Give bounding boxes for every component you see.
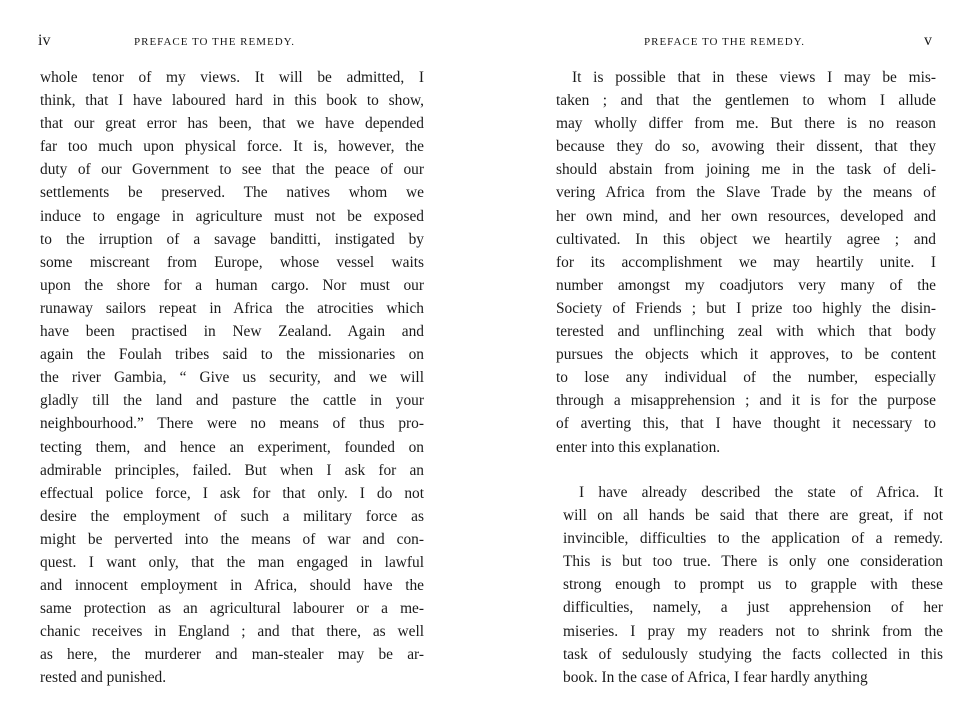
right-running-head: PREFACE TO THE REMEDY.: [644, 36, 805, 48]
text-line: as here, the murderer and man-stealer may be ar-: [40, 646, 424, 664]
text-line: gladly till the land and pasture the cattle in your: [40, 392, 424, 410]
right-page-paragraph-2: [563, 481, 943, 689]
text-line: desire the employment of such a military force as: [40, 507, 424, 525]
right-page-header: [550, 32, 950, 52]
text-line: because they do so, avowing their dissent, that they: [556, 138, 936, 156]
text-line: will on all hands be said that there are great, if not: [563, 507, 943, 525]
text-line: tecting them, and hence an experiment, founded on: [40, 438, 424, 456]
text-line: difficulties, namely, a just apprehension of her: [563, 599, 943, 617]
text-line: taken ; and that the gentlemen to whom I allude: [556, 92, 936, 110]
text-line: vering Africa from the Slave Trade by the means of: [556, 184, 936, 202]
text-line: might be perverted into the means of war and con-: [40, 530, 424, 548]
text-line: task of sedulously studying the facts collected in this: [563, 645, 943, 663]
text-line: to the irruption of a savage banditti, instigated by: [40, 230, 424, 248]
text-line: admirable principles, failed. But when I ask for an: [40, 461, 424, 479]
text-line: the river Gambia, “ Give us security, and we will: [40, 369, 424, 387]
left-running-head: PREFACE TO THE REMEDY.: [134, 36, 295, 48]
text-line: again the Foulah tribes said to the missionaries on: [40, 346, 424, 364]
text-line: that our great error has been, that we have depended: [40, 115, 424, 133]
text-line: pursues the objects which it approves, to be content: [556, 346, 936, 364]
text-line: miseries. I pray my readers not to shrink from the: [563, 622, 943, 640]
text-line: of averting this, that I have thought it necessary to: [556, 415, 936, 433]
text-line: far too much upon physical force. It is, however, the: [40, 138, 424, 156]
text-line: cultivated. In this object we heartily agree ; and: [556, 230, 936, 248]
text-line: same protection as an agricultural labourer or a me-: [40, 600, 424, 618]
text-line: neighbourhood.” There were no means of thus pro-: [40, 415, 424, 433]
text-line: rested and punished.: [40, 669, 167, 687]
text-line: strong enough to prompt us to grapple with these: [563, 576, 943, 594]
left-page-header: [38, 32, 438, 52]
text-line: for its accomplishment we may heartily unite. I: [556, 253, 936, 271]
text-line: whole tenor of my views. It will be admitted, I: [40, 69, 424, 86]
right-page-paragraph-1: [556, 66, 936, 459]
text-line: Society of Friends ; but I prize too highly the disin-: [556, 299, 936, 317]
text-line: terested and unflinching zeal with which that body: [556, 323, 936, 341]
text-line: I have already described the state of Africa. It: [579, 484, 943, 501]
text-line: have been practised in New Zealand. Again and: [40, 323, 424, 341]
left-page-number: iv: [38, 32, 51, 49]
text-line: upon the shore for a human cargo. Nor must our: [40, 276, 424, 294]
text-line: some miscreant from Europe, whose vessel waits: [40, 253, 424, 271]
text-line: her own mind, and her own resources, developed and: [556, 207, 936, 225]
text-line: enter into this explanation.: [556, 438, 721, 456]
text-line: through a misapprehension ; and it is for the purpose: [556, 392, 936, 410]
text-line: This is but too true. There is only one consideration: [563, 553, 943, 571]
left-page-body: [40, 66, 424, 690]
text-line: invincible, difficulties to the application of a remedy.: [563, 530, 943, 548]
text-line: should abstain from joining me in the task of deli-: [556, 161, 936, 179]
text-line: induce to engage in agriculture must not be exposed: [40, 207, 424, 225]
text-line: and innocent employment in Africa, should have the: [40, 577, 424, 595]
text-line: effectual police force, I ask for that only. I do not: [40, 484, 424, 502]
text-line: think, that I have laboured hard in this book to show,: [40, 92, 424, 110]
right-page-number: v: [924, 32, 932, 49]
text-line: duty of our Government to see that the peace of our: [40, 161, 424, 179]
text-line: settlements be preserved. The natives whom we: [40, 184, 424, 202]
text-line: quest. I want only, that the man engaged in lawful: [40, 553, 424, 571]
text-line: It is possible that in these views I may be mis-: [572, 69, 936, 86]
text-line: chanic receives in England ; and that there, as well: [40, 623, 424, 641]
text-line: may wholly differ from me. But there is no reason: [556, 115, 936, 133]
text-line: runaway sailors repeat in Africa the atrocities which: [40, 299, 424, 317]
text-line: to lose any individual of the number, especially: [556, 369, 936, 387]
text-line: number amongst my coadjutors very many of the: [556, 276, 936, 294]
text-line: book. In the case of Africa, I fear hardly anything: [563, 668, 868, 686]
